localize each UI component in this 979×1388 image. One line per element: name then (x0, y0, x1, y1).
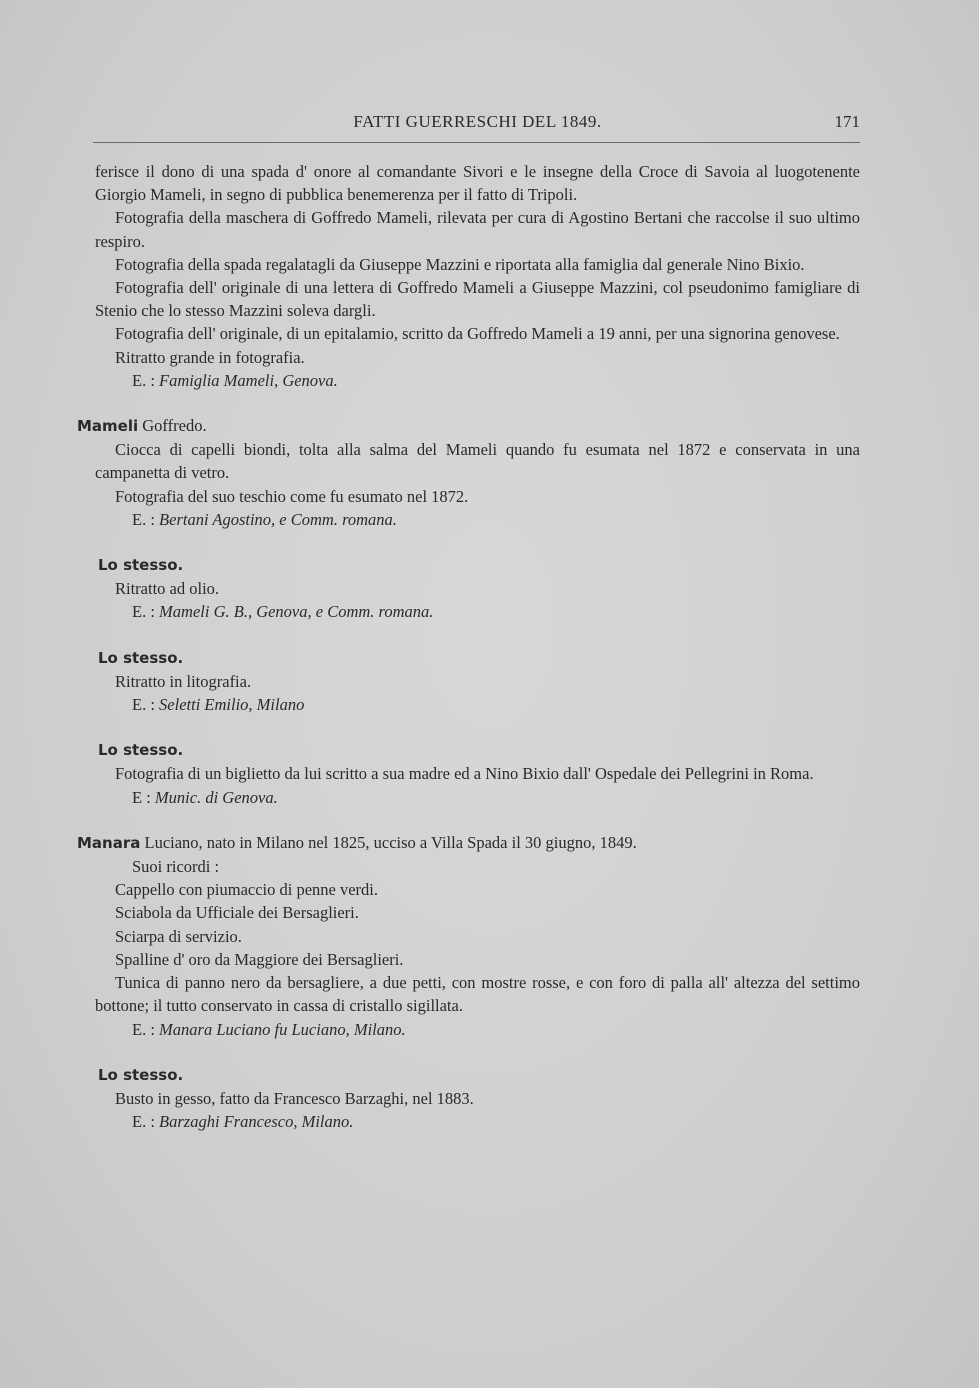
exhibitor-name: Manara Luciano fu Luciano, Milano. (159, 1019, 406, 1039)
entry-item: Fotografia del suo teschio come fu esumato nel 1872. (115, 486, 469, 506)
intro-paragraph: Fotografia della spada regalatagli da Giuseppe Mazzini e riportata alla famiglia dal generale Nino Bixio. (115, 254, 805, 274)
exhibitor-name: Barzaghi Francesco, Milano. (159, 1112, 354, 1132)
page-body (77, 160, 860, 1133)
exhibitor-name: Seletti Emilio, Milano (159, 695, 305, 715)
entry-heading (77, 831, 860, 855)
exhibitor-name: Bertani Agostino, e Comm. romana. (159, 509, 397, 529)
intro-paragraph: Fotografia dell' originale, di un epitalamio, scritto da Goffredo Mameli a 19 anni, per una signorina genovese. (115, 324, 840, 344)
entry-name: Lo stesso. (98, 556, 184, 575)
entry-item: Tunica di panno nero da bersagliere, a due petti, con mostre rosse, e con foro di palla all' altezza del settimo bottone; il tutto conservato in cassa di cristallo sigillata. (95, 973, 860, 1016)
entry-name: Lo stesso. (98, 1065, 184, 1084)
entry-item: Fotografia di un biglietto da lui scritto a sua madre ed a Nino Bixio dall' Ospedale dei Pellegrini in Roma. (115, 764, 814, 784)
page-number: 171 (834, 112, 860, 131)
exhibitor-prefix: E. : (132, 695, 155, 715)
entry-heading (95, 553, 860, 577)
exhibitor-prefix: E : (132, 787, 151, 807)
exhibitor-line (95, 786, 860, 809)
exhibitor-name: Famiglia Mameli, Genova. (159, 370, 338, 390)
header-title: FATTI GUERRESCHI DEL 1849. (353, 112, 602, 131)
entry-item: Cappello con piumaccio di penne verdi. (115, 880, 379, 900)
entry-subhead: Suoi ricordi : (132, 857, 220, 877)
entry-name: Mameli (77, 417, 139, 436)
exhibitor-prefix: E. : (132, 370, 155, 390)
exhibitor-line (95, 1110, 860, 1133)
intro-paragraph: Fotografia dell' originale di una lettera di Goffredo Mameli a Giuseppe Mazzini, col pseudonimo famigliare di Stenio che lo stesso Mazzini soleva dargli. (95, 278, 860, 321)
entry-item: Spalline d' oro da Maggiore dei Bersaglieri. (115, 949, 404, 969)
entry-item: Sciarpa di servizio. (115, 926, 242, 946)
intro-paragraph: Ritratto grande in fotografia. (115, 347, 305, 367)
entry-heading-rest: Luciano, nato in Milano nel 1825, ucciso a Villa Spada il 30 giugno, 1849. (140, 832, 637, 852)
entry-name: Lo stesso. (98, 741, 184, 760)
entry-heading (95, 1063, 860, 1087)
entry-name: Manara (77, 833, 141, 852)
exhibitor-line (95, 508, 860, 531)
entry-item: Ciocca di capelli biondi, tolta alla salma del Mameli quando fu esumata nel 1872 e conservata in una campanetta di vetro. (95, 440, 860, 483)
entry-heading (95, 646, 860, 670)
intro-paragraph: Fotografia della maschera di Goffredo Mameli, rilevata per cura di Agostino Bertani che raccolse il suo ultimo respiro. (95, 208, 860, 251)
exhibitor-prefix: E. : (132, 602, 155, 622)
entry-heading (95, 738, 860, 762)
exhibitor-name: Munic. di Genova. (154, 787, 278, 807)
running-header (95, 110, 860, 136)
entry-item: Busto in gesso, fatto da Francesco Barzaghi, nel 1883. (115, 1088, 474, 1108)
entry-name: Lo stesso. (98, 648, 184, 667)
entry-item: Sciabola da Ufficiale dei Bersaglieri. (115, 903, 359, 923)
header-rule (93, 142, 860, 143)
entry-heading (77, 414, 860, 438)
exhibitor-line (95, 1018, 860, 1041)
exhibitor-prefix: E. : (132, 1019, 155, 1039)
intro-paragraph: ferisce il dono di una spada d' onore al comandante Sivori e le insegne della Croce di Savoia al luogotenente Giorgio Mameli, in segno di pubblica benemerenza per il fatto di Tripoli. (95, 162, 860, 205)
exhibitor-line (95, 600, 860, 623)
exhibitor-prefix: E. : (132, 509, 155, 529)
exhibitor-line (95, 369, 860, 392)
entry-item: Ritratto in litografia. (115, 671, 252, 691)
entry-heading-rest: Goffredo. (138, 416, 207, 436)
entry-item: Ritratto ad olio. (115, 579, 220, 599)
exhibitor-prefix: E. : (132, 1112, 155, 1132)
exhibitor-name: Mameli G. B., Genova, e Comm. romana. (159, 602, 434, 622)
exhibitor-line (95, 693, 860, 716)
